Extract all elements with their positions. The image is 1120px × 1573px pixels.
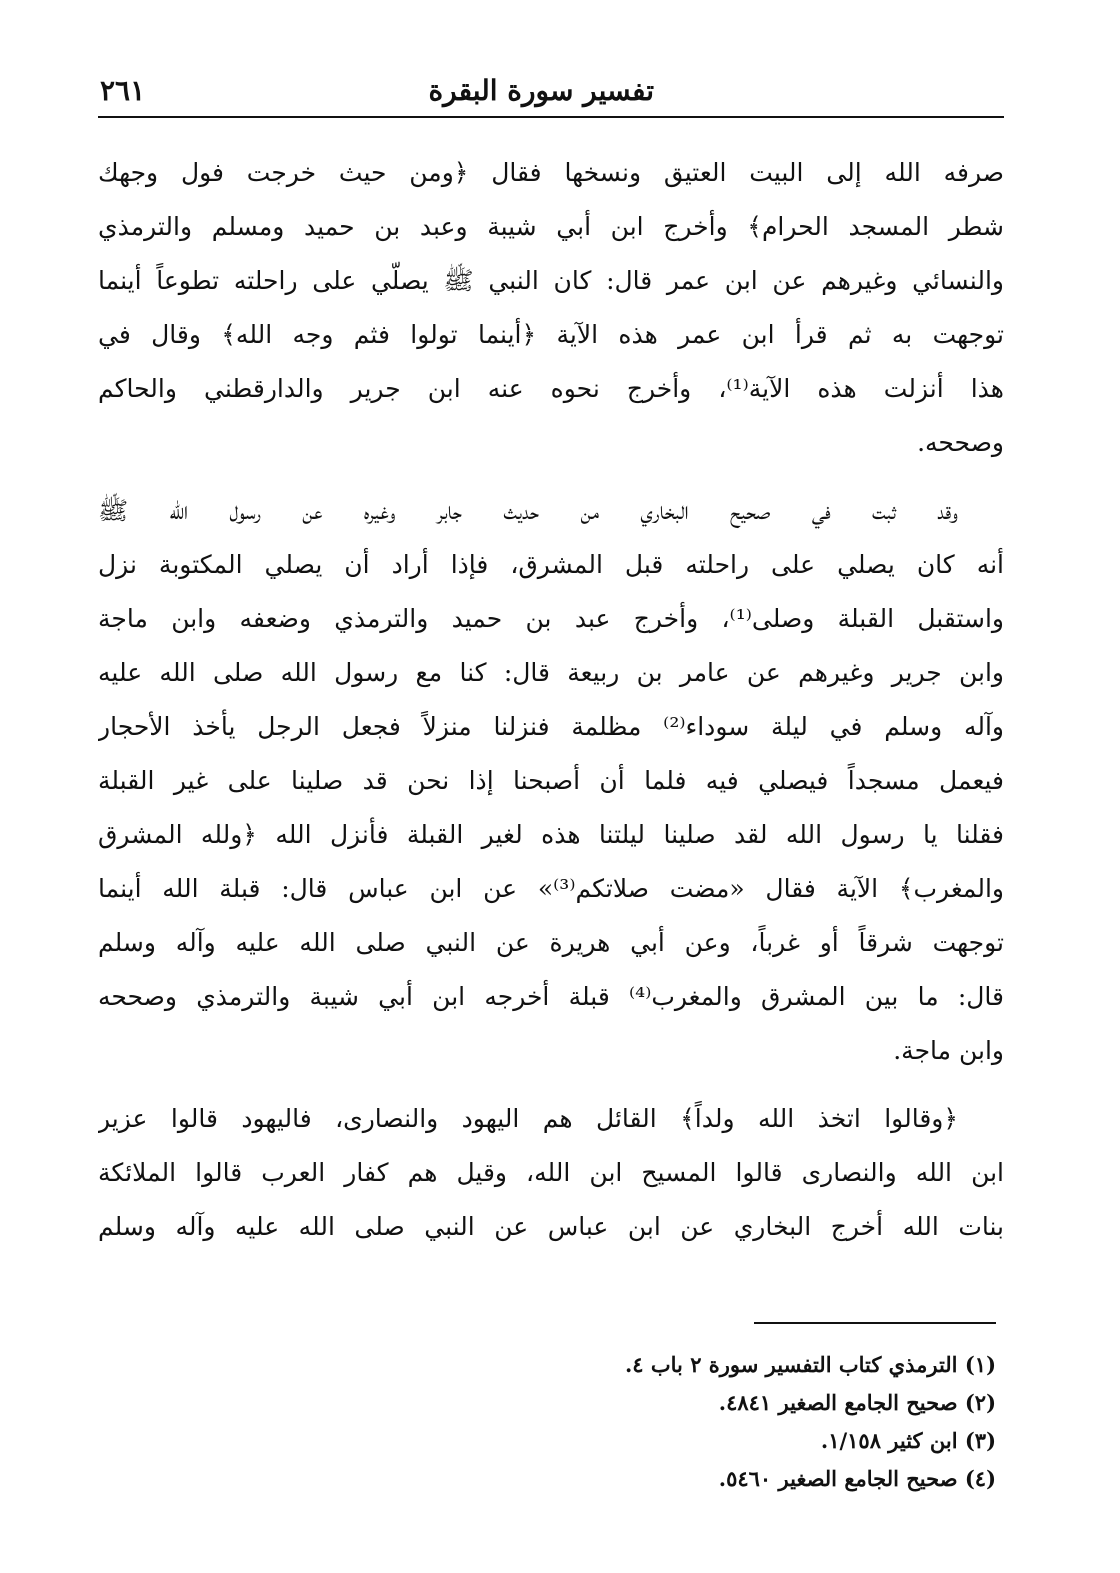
- text-line: فيعمل مسجداً فيصلي فيه فلما أن أصبحنا إذا نحن قد صلينا على غير القبلة: [98, 766, 1004, 795]
- paragraph: [98, 146, 1004, 470]
- text-line: بنات الله أخرج البخاري عن ابن عباس عن النبي صلى الله عليه وآله وسلم: [98, 1212, 1004, 1241]
- text-line: والمغرب﴾ الآية فقال «مضت صلاتكم⁽³⁾» عن ابن عباس قال: قبلة الله أينما: [98, 874, 1004, 903]
- text-line: وابن ماجة.: [893, 1036, 1004, 1065]
- text-line: فقلنا يا رسول الله لقد صلينا ليلتنا هذه لغير القبلة فأنزل الله ﴿ولله المشرق: [98, 820, 1004, 849]
- paragraph: [98, 1092, 1004, 1254]
- text-line: وآله وسلم في ليلة سوداء⁽²⁾ مظلمة فنزلنا منزلاً فجعل الرجل يأخذ الأحجار: [98, 712, 1004, 741]
- text-line: شطر المسجد الحرام﴾ وأخرج ابن أبي شيبة وعبد بن حميد ومسلم والترمذي: [98, 212, 1004, 241]
- running-title: تفسير سورة البقرة: [428, 74, 654, 107]
- body-text: [98, 146, 1004, 1254]
- paragraph-gap: [98, 1078, 1004, 1092]
- footnote: (٢) صحيح الجامع الصغير ٤٨٤١.: [718, 1390, 996, 1415]
- running-header: [98, 64, 1004, 118]
- text-line: وقد ثبت في صحيح البخاري من حديث جابر وغيره عن رسول الله ﷺ: [98, 496, 958, 525]
- text-line: أنه كان يصلي على راحلته قبل المشرق، فإذا أراد أن يصلي المكتوبة نزل: [98, 550, 1004, 579]
- paragraph-gap: [98, 470, 1004, 484]
- page-number: ٢٦١: [100, 74, 146, 107]
- text-line: واستقبل القبلة وصلى⁽¹⁾، وأخرج عبد بن حميد والترمذي وضعفه وابن ماجة: [98, 604, 1004, 633]
- text-line: وصححه.: [917, 428, 1004, 457]
- text-line: صرفه الله إلى البيت العتيق ونسخها فقال ﴿ومن حيث خرجت فول وجهك: [98, 158, 1004, 187]
- text-line: توجهت به ثم قرأ ابن عمر هذه الآية ﴿أينما تولوا فثم وجه الله﴾ وقال في: [98, 320, 1004, 349]
- paragraph: [98, 484, 1004, 1078]
- footnote: (٣) ابن كثير ١/١٥٨.: [820, 1428, 996, 1453]
- text-line: وابن جرير وغيرهم عن عامر بن ربيعة قال: كنا مع رسول الله صلى الله عليه: [98, 658, 1004, 687]
- footnote: (٤) صحيح الجامع الصغير ٥٤٦٠.: [718, 1466, 996, 1491]
- text-line: والنسائي وغيرهم عن ابن عمر قال: كان النبي ﷺ يصلّي على راحلته تطوعاً أينما: [98, 266, 1004, 295]
- text-line: توجهت شرقاً أو غرباً، وعن أبي هريرة عن النبي صلى الله عليه وآله وسلم: [98, 928, 1004, 957]
- text-line: ﴿وقالوا اتخذ الله ولداً﴾ القائل هم اليهود والنصارى، فاليهود قالوا عزير: [98, 1104, 958, 1133]
- text-line: قال: ما بين المشرق والمغرب⁽⁴⁾ قبلة أخرجه ابن أبي شيبة والترمذي وصححه: [98, 982, 1004, 1011]
- text-line: ابن الله والنصارى قالوا المسيح ابن الله، وقيل هم كفار العرب قالوا الملائكة: [98, 1158, 1004, 1187]
- text-line: هذا أنزلت هذه الآية⁽¹⁾، وأخرج نحوه عنه ابن جرير والدارقطني والحاكم: [98, 374, 1004, 403]
- footnote: (١) الترمذي كتاب التفسير سورة ٢ باب ٤.: [624, 1352, 996, 1377]
- footnote-separator: [754, 1322, 996, 1324]
- footnotes: [576, 1346, 996, 1498]
